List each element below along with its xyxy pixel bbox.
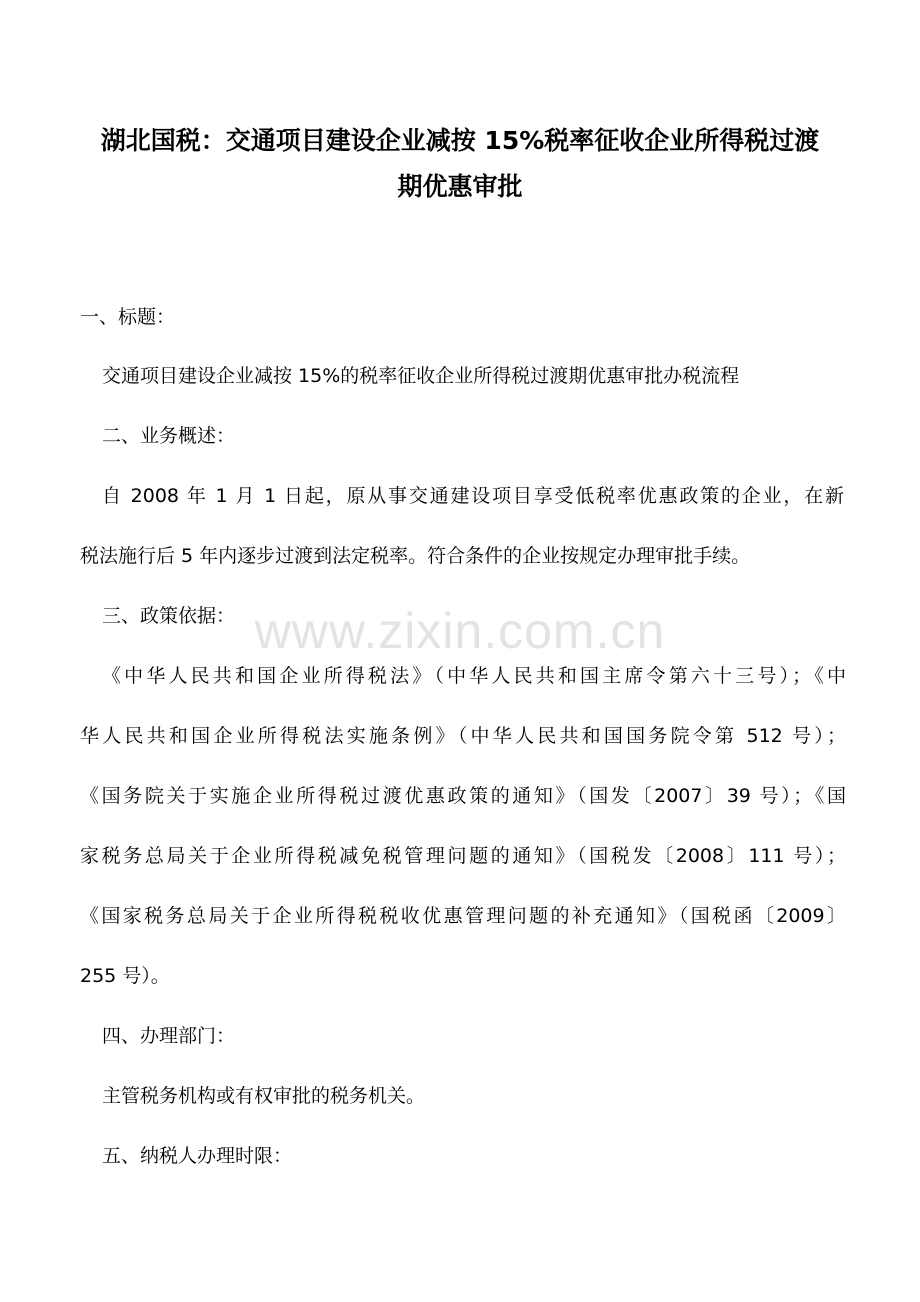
section-2-body-line-1: 自 2008 年 1 月 1 日起，原从事交通建设项目享受低税率优惠政策的企业，在新: [102, 485, 844, 507]
section-3-body-line-4: 家税务总局关于企业所得税减免税管理问题的通知》（国税发〔2008〕111 号）；: [80, 845, 846, 867]
section-1-heading: 一、标题：: [80, 306, 176, 328]
section-2-heading: 二、业务概述：: [102, 425, 236, 447]
title-line-2: 期优惠审批: [397, 172, 523, 201]
section-4-body: 主管税务机构或有权审批的税务机关。: [102, 1085, 426, 1107]
section-4-heading: 四、办理部门：: [102, 1025, 236, 1047]
section-5-heading: 五、纳税人办理时限：: [102, 1145, 293, 1167]
title-line-1: 湖北国税：交通项目建设企业减按 15%税率征收企业所得税过渡: [100, 126, 820, 155]
section-3-body-line-1: 《中华人民共和国企业所得税法》（中华人民共和国主席令第六十三号）；《中: [102, 665, 846, 687]
document-title: [60, 118, 860, 210]
section-3-body-line-2: 华人民共和国企业所得税法实施条例》（中华人民共和国国务院令第 512 号）；: [80, 725, 846, 747]
section-2-body-line-2: 税法施行后 5 年内逐步过渡到法定税率。符合条件的企业按规定办理审批手续。: [80, 545, 751, 567]
section-3-body-line-5: 《国家税务总局关于企业所得税税收优惠管理问题的补充通知》（国税函〔2009〕: [80, 905, 846, 927]
section-3-body-line-6: 255 号）。: [80, 965, 170, 987]
section-3-heading: 三、政策依据：: [102, 605, 236, 627]
watermark: www.zixin.com.cn: [254, 603, 666, 659]
section-3-body-line-3: 《国务院关于实施企业所得税过渡优惠政策的通知》（国发〔2007〕39 号）；《国: [80, 785, 846, 807]
section-1-body: 交通项目建设企业减按 15%的税率征收企业所得税过渡期优惠审批办税流程: [102, 365, 740, 387]
